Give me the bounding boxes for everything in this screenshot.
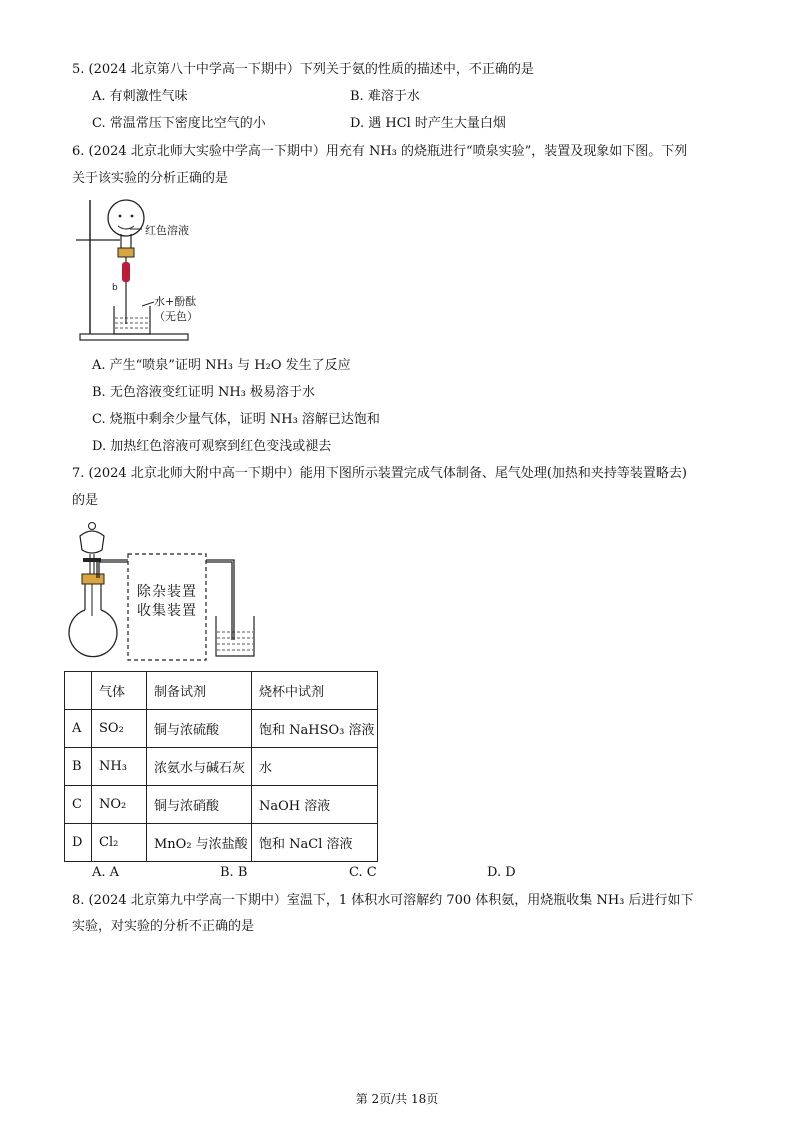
q7-option-c: C. C [349, 865, 377, 880]
table-cell: 浓氨水与碱石灰 [147, 748, 252, 786]
q6-option-b: B. 无色溶液变红证明 NH₃ 极易溶于水 [92, 385, 316, 400]
q6-option-c: C. 烧瓶中剩余少量气体，证明 NH₃ 溶解已达饱和 [92, 412, 380, 427]
table-cell: 水 [252, 748, 378, 786]
label-red-solution: 红色溶液 [145, 224, 189, 237]
q8-stem-line2: 实验，对实验的分析不正确的是 [72, 919, 255, 934]
q7-option-d: D. D [487, 865, 516, 880]
q8-stem-line1: 8. (2024 北京第九中学高一下期中）室温下，1 体积水可溶解约 700 体积氨，用烧瓶收集 NH₃ 后进行如下 [72, 893, 694, 908]
table-header-row [65, 672, 378, 710]
q5-option-c: C. 常温常压下密度比空气的小 [92, 116, 266, 131]
table-cell: 饱和 NaHSO₃ 溶液 [252, 710, 378, 748]
table-cell: 铜与浓硫酸 [147, 710, 252, 748]
table-header-cell [65, 672, 92, 710]
svg-text:b: b [112, 283, 118, 293]
table-cell: NH₃ [92, 748, 147, 786]
table-cell: B [65, 748, 92, 786]
table-header-cell: 烧杯中试剂 [252, 672, 378, 710]
table-cell: Cl₂ [92, 824, 147, 862]
label-water-phenolphthalein: 水+酚酞 [154, 295, 197, 308]
q7-option-a: A. A [92, 865, 120, 880]
box-label-collect: 收集装置 [137, 603, 197, 619]
q6-option-d: D. 加热红色溶液可观察到红色变浅或褪去 [92, 439, 332, 454]
table-cell: NO₂ [92, 786, 147, 824]
table-header-cell: 气体 [92, 672, 147, 710]
table-cell: SO₂ [92, 710, 147, 748]
table-row [65, 748, 378, 786]
q7-option-b: B. B [220, 865, 248, 880]
q5-option-a: A. 有刺激性气味 [92, 89, 188, 104]
table-header-cell: 制备试剂 [147, 672, 252, 710]
q6-stem-line2: 关于该实验的分析正确的是 [72, 171, 229, 186]
table-cell: D [65, 824, 92, 862]
table-cell: A [65, 710, 92, 748]
table-cell: 饱和 NaCl 溶液 [252, 824, 378, 862]
q5-stem: 5. (2024 北京第八十中学高一下期中）下列关于氨的性质的描述中，不正确的是 [72, 62, 534, 77]
table-row [65, 786, 378, 824]
label-colorless: （无色） [154, 310, 198, 323]
q6-stem-line1: 6. (2024 北京北师大实验中学高一下期中）用充有 NH₃ 的烧瓶进行“喷泉实验”，装置及现象如下图。下列 [72, 144, 688, 159]
q6-option-a: A. 产生“喷泉”证明 NH₃ 与 H₂O 发生了反应 [92, 358, 351, 373]
q7-stem-line2: 的是 [72, 493, 99, 508]
table-row [65, 824, 378, 862]
table-cell: NaOH 溶液 [252, 786, 378, 824]
q7-stem-line1: 7. (2024 北京北师大附中高一下期中）能用下图所示装置完成气体制备、尾气处理(加热和夹持等装置略去) [72, 466, 687, 481]
q5-option-b: B. 难溶于水 [350, 89, 420, 104]
table-cell: 铜与浓硝酸 [147, 786, 252, 824]
table-cell: C [65, 786, 92, 824]
reagent-table [64, 671, 378, 862]
q5-option-d: D. 遇 HCl 时产生大量白烟 [350, 116, 506, 131]
table-row [65, 710, 378, 748]
box-label-purify: 除杂装置 [137, 584, 197, 600]
table-cell: MnO₂ 与浓盐酸 [147, 824, 252, 862]
page-footer: 第 2页/共 18页 [355, 1092, 439, 1106]
